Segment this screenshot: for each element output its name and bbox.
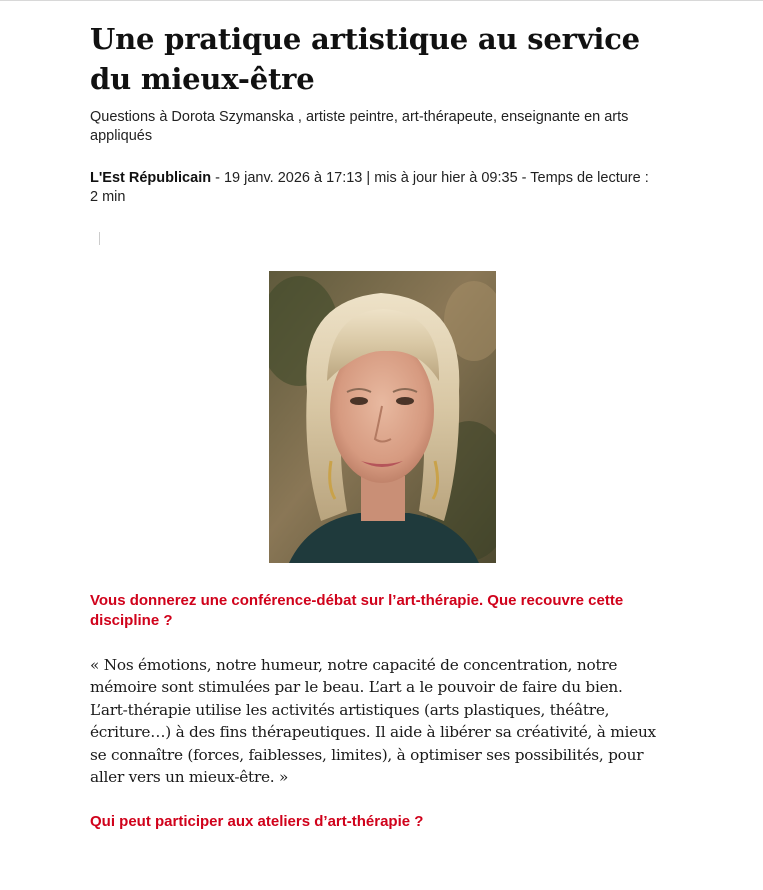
answer-1: « Nos émotions, notre humeur, notre capacité de concentration, notre mémoire sont stimulées par le beau. L’art a le pouvoir de faire du bien. L’art-thérapie utilise les activités artistiques (arts plastiques, théâtre, écriture…) à des fins thérapeutiques. Il aide à libérer sa créativité, à mieux se connaître (forces, faiblesses, limites), à optimiser ses possibilités, pour aller vers un mieux-être. » [90, 656, 656, 787]
article-meta [90, 169, 660, 207]
question-2: Qui peut participer aux ateliers d’art-thérapie ? [90, 813, 424, 830]
article-title: Une pratique artistique au service du mieux-être [90, 22, 640, 96]
source-link[interactable]: L'Est Républicain [90, 170, 212, 186]
portrait-photo[interactable] [269, 271, 496, 563]
divider-mark [99, 232, 100, 245]
question-1: Vous donnerez une conférence-débat sur l’art-thérapie. Que recouvre cette discipline ? [90, 592, 624, 629]
publication-details: - 19 janv. 2026 à 17:13 | mis à jour hier à 09:35 - Temps de lecture : 2 min [90, 170, 649, 205]
article-subtitle: Questions à Dorota Szymanska , artiste peintre, art-thérapeute, enseignante en arts appliqués [90, 109, 629, 144]
